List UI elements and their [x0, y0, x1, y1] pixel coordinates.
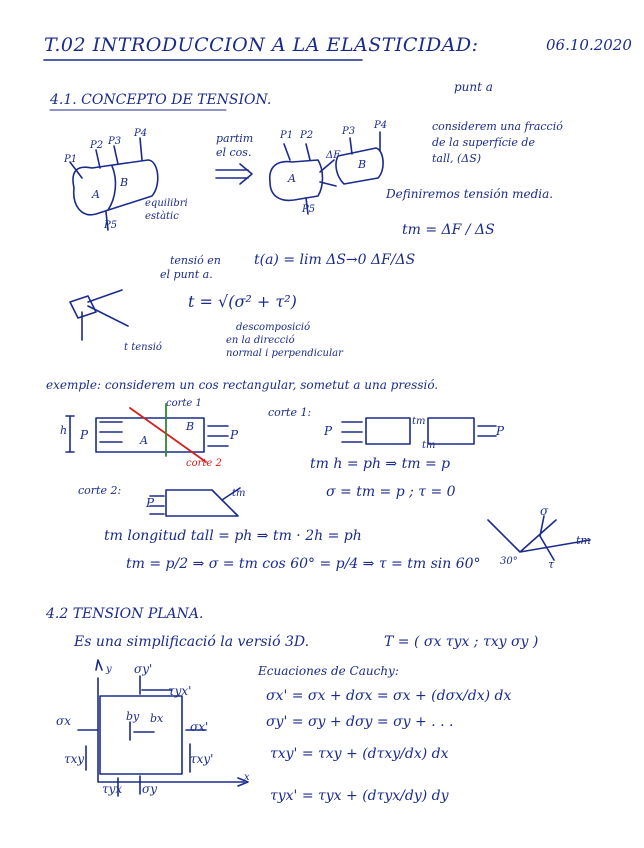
- cut2-red-line: [130, 408, 206, 462]
- ex-p-right: P: [230, 428, 239, 442]
- cut1-pieces: [366, 418, 474, 444]
- cauchy-eq-1: σx' = σx + dσx = σx + (dσx/dx) dx: [266, 688, 512, 704]
- body1-force-arrows: [70, 138, 142, 230]
- body2-label-p5: P5: [302, 204, 316, 215]
- decomposition-line2: en la direcció: [226, 335, 295, 346]
- axes: [98, 678, 244, 782]
- page-date: 06.10.2020: [546, 36, 632, 54]
- label-p3: P3: [108, 136, 122, 147]
- label-p4: P4: [134, 128, 148, 139]
- section-42-heading: 4.2 TENSION PLANA.: [46, 606, 204, 622]
- cut1-tm-label: tm: [412, 416, 426, 427]
- label-p2: P2: [90, 140, 104, 151]
- elem-txy-right: τxy': [190, 752, 214, 766]
- ex-a-label: A: [140, 434, 148, 447]
- elem-axis-x: x: [244, 772, 250, 783]
- equilibrium-note-line2: estàtic: [145, 211, 179, 222]
- example-eq3: tm longitud tall = ph ⇒ tm · 2h = ph: [104, 528, 362, 544]
- cut1-p-left: P: [324, 424, 333, 438]
- elem-sx-right: σx': [190, 720, 209, 734]
- ex-p-left: P: [80, 428, 89, 442]
- media-note: Definiremos tensión media.: [386, 187, 554, 201]
- body2-force-arrows: [284, 132, 380, 214]
- ds-element: [70, 296, 96, 318]
- implies-arrow: [216, 164, 252, 184]
- cut2-p-label: P: [146, 496, 155, 510]
- body2-label-p3: P3: [342, 126, 356, 137]
- angle-label: 30°: [500, 556, 518, 567]
- decomp-tau-label: τ: [548, 558, 555, 571]
- body2-label-b: B: [358, 158, 367, 171]
- equilibrium-note-line1: equilibri: [145, 198, 188, 209]
- body-label-a: A: [92, 188, 100, 201]
- body-force-arrows: [130, 722, 154, 740]
- cut2-arrows: [150, 488, 240, 514]
- body2-label-a: A: [288, 172, 296, 185]
- magnitude-formula: t = √(σ² + τ²): [188, 292, 297, 311]
- elem-txy-left: τxy: [64, 752, 85, 766]
- stress-matrix: T = ( σx τyx ; τxy σy ): [384, 634, 539, 650]
- body-label-b: B: [120, 176, 129, 189]
- section-41-heading: 4.1. CONCEPTO DE TENSION.: [50, 92, 272, 108]
- ex-h-label: h: [60, 424, 68, 437]
- cauchy-eq-4: τyx' = τyx + (dτyx/dy) dy: [270, 788, 449, 804]
- cut1-p-right: P: [496, 424, 505, 438]
- example-eq1: tm h = ph ⇒ tm = p: [310, 456, 451, 472]
- point-a-note: punt a: [454, 80, 493, 94]
- limit-formula: t(a) = lim ΔS→0 ΔF/ΔS: [254, 252, 416, 268]
- axes-arrowheads: [96, 660, 248, 786]
- elem-sy-bot: σy: [142, 782, 157, 796]
- cut2-heading: corte 2:: [78, 484, 122, 497]
- example-eq2: σ = tm = p ; τ = 0: [326, 484, 456, 500]
- example-eq4: tm = p/2 ⇒ σ = tm cos 60° = p/4 ⇒ τ = tm sin 60°: [126, 556, 481, 572]
- decomp-sigma-label: σ: [540, 504, 549, 518]
- ex-h-dimension: [66, 416, 74, 452]
- tension-point-label-line2: el punt a.: [160, 268, 213, 281]
- section-42-intro: Es una simplificació la versió 3D.: [74, 634, 310, 650]
- tm-formula: tm = ΔF / ΔS: [402, 222, 495, 238]
- decomposition-line1: descomposició: [236, 322, 311, 333]
- consider-note-line2: de la superfície de: [432, 136, 535, 149]
- t-tensio-label: t tensió: [124, 342, 162, 353]
- cauchy-title: Ecuaciones de Cauchy:: [258, 664, 399, 678]
- ex-b-label: B: [186, 420, 195, 433]
- elem-axis-y: y: [106, 664, 112, 675]
- example-intro: exemple: considerem un cos rectangular, sometut a una pressió.: [46, 378, 439, 392]
- cut1-tm-label-2: tm: [422, 440, 436, 451]
- label-p5: P5: [104, 220, 118, 231]
- cut1-label: corte 1: [166, 398, 202, 409]
- cauchy-eq-3: τxy' = τxy + (dτxy/dx) dx: [270, 746, 449, 762]
- body2-label-p1: P1: [280, 130, 294, 141]
- cut2-tm-label: tm: [232, 488, 246, 499]
- ex-pressure-arrows: [100, 422, 228, 446]
- cauchy-eq-2: σy' = σy + dσy = σy + . . .: [266, 714, 454, 730]
- elem-tyx-bot: τyx: [102, 782, 123, 796]
- partim-note-line2: el cos.: [216, 146, 252, 159]
- cut1-heading: corte 1:: [268, 406, 312, 419]
- delta-f-label: ΔF: [326, 150, 341, 161]
- elem-bx: bx: [150, 712, 164, 725]
- body2-a-outline: [270, 160, 323, 200]
- cut1-pressure-arrows: [342, 422, 496, 442]
- stress-element: [100, 696, 182, 774]
- body2-label-p2: P2: [300, 130, 314, 141]
- label-p1: P1: [64, 154, 78, 165]
- body2-label-p4: P4: [374, 120, 388, 131]
- tension-point-label-line1: tensió en: [170, 254, 221, 267]
- elem-sx-left: σx: [56, 714, 71, 728]
- elem-sy-top: σy': [134, 662, 153, 676]
- consider-note-line1: considerem una fracció: [432, 120, 563, 133]
- cut2-red-label: corte 2: [186, 458, 222, 469]
- body1-divider: [108, 166, 115, 210]
- consider-note-line3: tall, (ΔS): [432, 152, 482, 165]
- page-title: T.02 INTRODUCCION A LA ELASTICIDAD:: [44, 34, 479, 56]
- decomp-tm-label: tm: [576, 534, 591, 547]
- elem-tyx-top: τyx': [168, 684, 192, 698]
- decomposition-line3: normal i perpendicular: [226, 348, 343, 359]
- decomposition-lines: [488, 516, 590, 560]
- partim-note-line1: partim: [216, 132, 254, 145]
- elem-by: by: [126, 710, 140, 723]
- cut2-trapezoid: [166, 490, 238, 516]
- body2-b-outline: [336, 148, 383, 184]
